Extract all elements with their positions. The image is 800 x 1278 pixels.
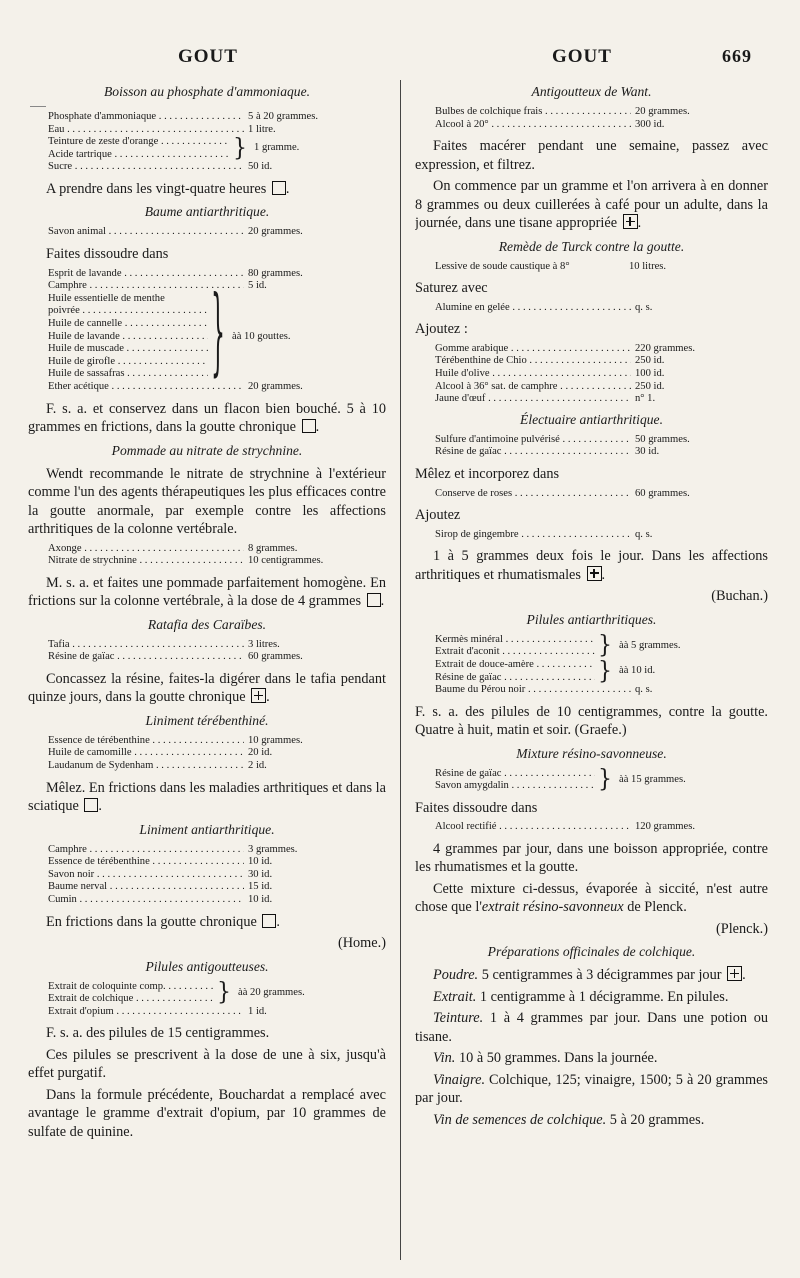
- ingredient-list: [435, 261, 768, 274]
- ingredient-name: Teinture de zeste d'orange . . .: [48, 136, 230, 149]
- ingredient-name: Axonge . . .: [48, 543, 244, 556]
- ingredient-list: [435, 106, 768, 131]
- ingredient-name: Lessive de soude caustique à 8°: [435, 260, 570, 272]
- ingredient-name: Laudanum de Sydenham . . .: [48, 760, 244, 773]
- recipe-title: Boisson au phosphate d'ammoniaque.: [103, 84, 311, 99]
- ingredient-qty: 20 grammes.: [248, 226, 303, 238]
- ingredient-row: [48, 844, 386, 857]
- recipe-text: F. s. a. des pilules de 15 centigrammes.: [46, 1025, 270, 1042]
- recipe-title: Antigoutteux de Want.: [531, 84, 652, 99]
- ingredient-row: [48, 226, 386, 239]
- column-divider: [400, 80, 401, 1260]
- preparation-line: Vin. 10 à 50 grammes. Dans la journée.: [433, 1050, 658, 1067]
- ingredient-row: [48, 639, 386, 652]
- recipe-text: Faites dissoudre dans: [415, 799, 538, 816]
- plus-square-symbol: [587, 566, 602, 581]
- ingredient-name: Extrait de douce-amère . . .: [435, 659, 595, 672]
- recipe-text: Cette mixture ci-dessus, évaporée à siccité, n'est autre chose que l'extrait résino-savonneux de Plenck.: [415, 880, 768, 916]
- recipe-text: F. s. a. et conservez dans un flacon bien bouché. 5 à 10 grammes en frictions, dans la goutte chronique .: [28, 400, 386, 435]
- recipe-title: Liniment térébenthiné.: [145, 712, 269, 728]
- ingredient-list: [435, 302, 768, 315]
- ingredient-list: [48, 111, 386, 174]
- ingredient-qty: àà 20 grammes.: [238, 986, 305, 998]
- ingredient-row: [435, 343, 768, 356]
- empty-square-symbol: [302, 419, 316, 433]
- plus-square-symbol: [251, 688, 266, 703]
- ingredient-qty: q. s.: [635, 301, 653, 313]
- ingredient-name: Camphre . . .: [48, 280, 244, 293]
- dash-separator: [30, 106, 46, 107]
- ingredient-row: [435, 393, 768, 406]
- ingredient-list: [48, 735, 386, 773]
- ingredient-row: [48, 760, 386, 773]
- ingredient-list: [48, 978, 386, 1019]
- ingredient-qty: q. s.: [635, 684, 653, 696]
- ingredient-name: Camphre . . .: [48, 844, 244, 857]
- ingredient-list: [435, 529, 768, 542]
- preparation-line: Teinture. 1 à 4 grammes par jour. Dans une potion ou tisane.: [415, 1010, 768, 1045]
- ingredient-row: [48, 881, 386, 894]
- ingredient-qty: 10 grammes.: [248, 734, 303, 746]
- ingredient-qty: 250 id.: [635, 355, 665, 367]
- attribution: (Plenck.): [715, 920, 768, 937]
- ingredient-name: Savon noir . . .: [48, 869, 244, 882]
- ingredient-qty: àà 10 gouttes.: [232, 330, 291, 342]
- ingredient-row: [48, 124, 386, 137]
- recipe-title: Préparations officinales de colchique.: [487, 944, 696, 960]
- ingredient-name: Alcool à 20° . . .: [435, 119, 631, 132]
- ingredient-row: [435, 106, 768, 119]
- ingredient-name: Gomme arabique . . .: [435, 343, 631, 356]
- ingredient-name: Huile de cannelle . . .: [48, 318, 208, 331]
- ingredient-row: [48, 869, 386, 882]
- ingredient-list: [48, 543, 386, 568]
- recipe-text: M. s. a. et faites une pommade parfaitement homogène. En frictions sur la colonne vertébrale, à la dose de 4 grammes .: [28, 574, 386, 610]
- recipe-text: Ajoutez :: [415, 321, 468, 338]
- ingredient-row: [435, 446, 768, 459]
- running-head-right: GOUT: [552, 46, 612, 67]
- brace-mark: }: [211, 280, 225, 389]
- ingredient-qty: àà 10 id.: [619, 665, 656, 677]
- ingredient-group: [435, 634, 768, 659]
- ingredient-row: [435, 381, 768, 394]
- ingredient-qty: 5 à 20 grammes.: [248, 111, 319, 122]
- preparation-line: Extrait. 1 centigramme à 1 décigramme. En pilules.: [433, 988, 729, 1005]
- recipe-text: Mêlez et incorporez dans: [415, 466, 560, 483]
- ingredient-name: Huile de lavande . . .: [48, 331, 208, 344]
- left-column: [28, 78, 386, 1263]
- ingredient-name: Baume nerval . . .: [48, 881, 244, 894]
- ingredient-qty: 20 id.: [248, 747, 273, 759]
- ingredient-qty: 250 id.: [635, 380, 665, 392]
- recipe-text: Faites macérer pendant une semaine, passez avec expression, et filtrez.: [415, 138, 768, 173]
- ingredient-row: [48, 543, 386, 556]
- ingredient-name: Bulbes de colchique frais . . .: [435, 106, 631, 119]
- ingredient-name: Acide tartrique . . .: [48, 149, 230, 162]
- ingredient-qty: 20 grammes.: [635, 106, 690, 117]
- ingredient-qty: àà 15 grammes.: [619, 773, 686, 785]
- ingredient-qty: 10 litres.: [629, 260, 667, 272]
- ingredient-qty: 8 grammes.: [248, 542, 298, 554]
- ingredient-name: Sucre . . .: [48, 161, 244, 174]
- ingredient-name: Huile de muscade . . .: [48, 343, 208, 356]
- ingredient-qty: 10 centigrammes.: [248, 555, 324, 567]
- recipe-text: Faites dissoudre dans: [46, 246, 169, 263]
- ingredient-name: Huile d'olive . . .: [435, 368, 631, 381]
- plus-square-symbol: [727, 966, 742, 981]
- recipe-text: A prendre dans les vingt-quatre heures .: [46, 180, 290, 197]
- recipe-text: On commence par un gramme et l'on arrivera à en donner 8 grammes ou deux cuillerées à café pour un adulte, dans la journée, dans une tisane appropriée .: [415, 178, 768, 232]
- recipe-title: Remède de Turck contre la goutte.: [498, 238, 685, 254]
- ingredient-qty: 20 grammes.: [248, 380, 303, 392]
- ingredient-name: Résine de gaïac . . .: [435, 672, 595, 685]
- recipe-text: 1 à 5 grammes deux fois le jour. Dans les affections arthritiques et rhumatismales .: [415, 548, 768, 583]
- empty-square-symbol: [367, 593, 381, 607]
- ingredient-row: [48, 894, 386, 907]
- ingredient-qty: 30 id.: [635, 446, 660, 458]
- ingredient-list: [48, 268, 386, 394]
- preparation-line: Poudre. 5 centigrammes à 3 décigrammes par jour .: [433, 967, 746, 984]
- ingredient-qty: q. s.: [635, 528, 653, 540]
- empty-square-symbol: [262, 914, 276, 928]
- recipe-text: 4 grammes par jour, dans une boisson appropriée, contre les rhumatismes et la goutte.: [415, 840, 768, 876]
- recipe-text: Dans la formule précédente, Bouchardat a remplacé avec avantage le gramme d'extrait d'opium, par 10 grammes de sulfate de quinine.: [28, 1086, 386, 1140]
- ingredient-qty: n° 1.: [635, 393, 656, 405]
- attribution: (Graefe.): [574, 722, 627, 739]
- recipe-text: Ajoutez: [415, 507, 461, 524]
- recipe-title: Liniment antiarthritique.: [139, 821, 275, 837]
- ingredient-name: Alcool à 36° sat. de camphre . . .: [435, 381, 631, 394]
- recipe-title: Mixture résino-savonneuse.: [516, 745, 667, 761]
- ingredient-qty: àà 5 grammes.: [619, 640, 681, 652]
- ingredient-name: Extrait d'aconit . . .: [435, 646, 595, 659]
- ingredient-group: [435, 765, 768, 794]
- ingredient-qty: 50 grammes.: [635, 433, 690, 445]
- ingredient-list: [435, 488, 768, 501]
- ingredient-name: Sirop de gingembre . . .: [435, 529, 631, 542]
- attribution: (Home.): [337, 935, 386, 952]
- ingredient-name: Térébenthine de Chio . . .: [435, 355, 631, 368]
- recipe-text: Wendt recommande le nitrate de strychnine à l'extérieur comme l'un des agents thérapeutiques les plus efficaces contre la goutte anormale, par exemple contre les affections arthritiques de la colonne vertébrale.: [28, 465, 386, 537]
- ingredient-name: Cumin . . .: [48, 894, 244, 907]
- ingredient-qty: 2 id.: [248, 760, 267, 772]
- ingredient-name: poivrée . . .: [48, 305, 208, 318]
- ingredient-name: Eau . . .: [48, 124, 244, 137]
- brace-mark: }: [233, 134, 247, 162]
- ingredient-group: [435, 659, 768, 684]
- ingredient-row: [48, 747, 386, 760]
- plus-square-symbol: [623, 214, 638, 229]
- ingredient-list: [435, 434, 768, 459]
- ingredient-list: [48, 639, 386, 664]
- recipe-title: Électuaire antiarthritique.: [520, 411, 663, 427]
- ingredient-name: Nitrate de strychnine . . .: [48, 555, 244, 568]
- ingredient-name: Résine de gaïac . . .: [435, 446, 631, 459]
- ingredient-qty: 60 grammes.: [635, 487, 690, 499]
- ingredient-row: [435, 434, 768, 447]
- brace-mark: }: [598, 632, 612, 660]
- ingredient-name: Huile essentielle de menthe: [48, 292, 165, 304]
- page-number: 669: [722, 46, 752, 66]
- ingredient-name: Kermès minéral . . .: [435, 634, 595, 647]
- recipe-title: Pilules antiarthritiques.: [526, 611, 657, 627]
- ingredient-name: Extrait d'opium . . .: [48, 1006, 244, 1019]
- ingredient-name: Extrait de colchique . . .: [48, 993, 214, 1006]
- ingredient-name: Résine de gaïac . . .: [435, 768, 595, 781]
- ingredient-name: Esprit de lavande . . .: [48, 268, 244, 281]
- ingredient-name: Conserve de roses . . .: [435, 488, 631, 501]
- ingredient-name: Baume du Pérou noir . . .: [435, 684, 631, 697]
- brace-mark: }: [217, 978, 231, 1007]
- ingredient-qty: 3 litres.: [248, 638, 280, 650]
- ingredient-name: Tafia . . .: [48, 639, 244, 652]
- ingredient-qty: 60 grammes.: [248, 651, 303, 663]
- recipe-text: Ces pilules se prescrivent à la dose de une à six, jusqu'à effet purgatif.: [28, 1046, 386, 1082]
- ingredient-row: [48, 268, 386, 281]
- running-head-left: GOUT: [178, 46, 238, 67]
- ingredient-name: Extrait de coloquinte comp. . . .: [48, 981, 214, 994]
- ingredient-qty: 5 id.: [248, 280, 267, 292]
- preparation-line: Vin de semences de colchique. 5 à 20 grammes.: [433, 1111, 705, 1128]
- empty-square-symbol: [84, 798, 98, 812]
- ingredient-row: [435, 261, 768, 274]
- ingredient-name: Sulfure d'antimoine pulvérisé . . .: [435, 434, 631, 447]
- ingredient-qty: 300 id.: [635, 118, 665, 130]
- ingredient-qty: 30 id.: [248, 868, 273, 880]
- ingredient-name: Essence de térébenthine . . .: [48, 735, 244, 748]
- ingredient-qty: 15 id.: [248, 881, 273, 893]
- ingredient-qty: 220 grammes.: [635, 342, 696, 354]
- ingredient-qty: 10 id.: [248, 856, 273, 868]
- ingredient-list: [48, 226, 386, 239]
- ingredient-qty: 80 grammes.: [248, 267, 303, 279]
- ingredient-name: Phosphate d'ammoniaque . . .: [48, 111, 244, 124]
- preparation-line: Vinaigre. Colchique, 125; vinaigre, 1500; 5 à 20 grammes par jour.: [415, 1071, 768, 1107]
- ingredient-row: [435, 488, 768, 501]
- brace-mark: }: [598, 657, 612, 685]
- ingredient-name: Huile de sassafras . . .: [48, 368, 208, 381]
- ingredient-name: Ether acétique . . .: [48, 381, 244, 394]
- ingredient-row: [435, 684, 768, 697]
- ingredient-qty: 3 grammes.: [248, 843, 298, 855]
- ingredient-name: Alcool rectifié . . .: [435, 821, 631, 834]
- ingredient-name: Huile de camomille . . .: [48, 747, 244, 760]
- ingredient-name: Jaune d'œuf . . .: [435, 393, 631, 406]
- ingredient-group: [48, 136, 386, 161]
- ingredient-row: [48, 161, 386, 174]
- ingredient-row: [435, 302, 768, 315]
- ingredient-qty: 120 grammes.: [635, 821, 696, 833]
- ingredient-name: Savon animal . . .: [48, 226, 244, 239]
- ingredient-row: [435, 368, 768, 381]
- ingredient-row: [435, 355, 768, 368]
- ingredient-qty: 1 litre.: [248, 123, 276, 135]
- recipe-text: Concassez la résine, faites-la digérer dans le tafia pendant quinze jours, dans la goutte chronique .: [28, 670, 386, 706]
- ingredient-row: [48, 651, 386, 664]
- ingredient-list: [435, 765, 768, 794]
- ingredient-qty: 1 id.: [248, 1005, 267, 1017]
- ingredient-qty: 50 id.: [248, 161, 273, 173]
- ingredient-name: Essence de térébenthine . . .: [48, 856, 244, 869]
- recipe-title: Pommade au nitrate de strychnine.: [111, 442, 303, 458]
- ingredient-list: [435, 634, 768, 697]
- ingredient-row: [48, 856, 386, 869]
- ingredient-qty: 10 id.: [248, 894, 273, 906]
- recipe-title: Baume antiarthritique.: [144, 204, 270, 220]
- ingredient-name: Savon amygdalin . . .: [435, 780, 595, 793]
- ingredient-row: [48, 555, 386, 568]
- ingredient-name: Alumine en gelée . . .: [435, 302, 631, 315]
- recipe-text: Mêlez. En frictions dans les maladies arthritiques et dans la sciatique .: [28, 779, 386, 815]
- recipe-text: En frictions dans la goutte chronique .: [46, 913, 280, 930]
- ingredient-qty: 1 gramme.: [254, 142, 300, 154]
- ingredient-row: [435, 821, 768, 834]
- recipe-text: F. s. a. des pilules de 10 centigrammes, contre la goutte. Quatre à huit, matin et soir. (Graefe.): [415, 703, 768, 739]
- ingredient-row: [435, 119, 768, 132]
- recipe-title: Ratafia des Caraïbes.: [147, 616, 267, 632]
- ingredient-group: [48, 978, 386, 1007]
- ingredient-name: Huile de girofle . . .: [48, 356, 208, 369]
- ingredient-qty: 100 id.: [635, 368, 665, 380]
- brace-mark: }: [598, 765, 612, 794]
- ingredient-list: [48, 844, 386, 907]
- recipe-title: Pilules antigoutteuses.: [145, 958, 269, 974]
- ingredient-row: [48, 1006, 386, 1019]
- ingredient-row: [435, 529, 768, 542]
- attribution: (Buchan.): [711, 588, 768, 605]
- ingredient-row: [48, 735, 386, 748]
- ingredient-name: Résine de gaïac . . .: [48, 651, 244, 664]
- ingredient-list: [435, 821, 768, 834]
- recipe-text: Saturez avec: [415, 280, 488, 297]
- empty-square-symbol: [272, 181, 286, 195]
- right-column: [415, 78, 768, 1263]
- ingredient-row: [48, 111, 386, 124]
- ingredient-list: [435, 343, 768, 406]
